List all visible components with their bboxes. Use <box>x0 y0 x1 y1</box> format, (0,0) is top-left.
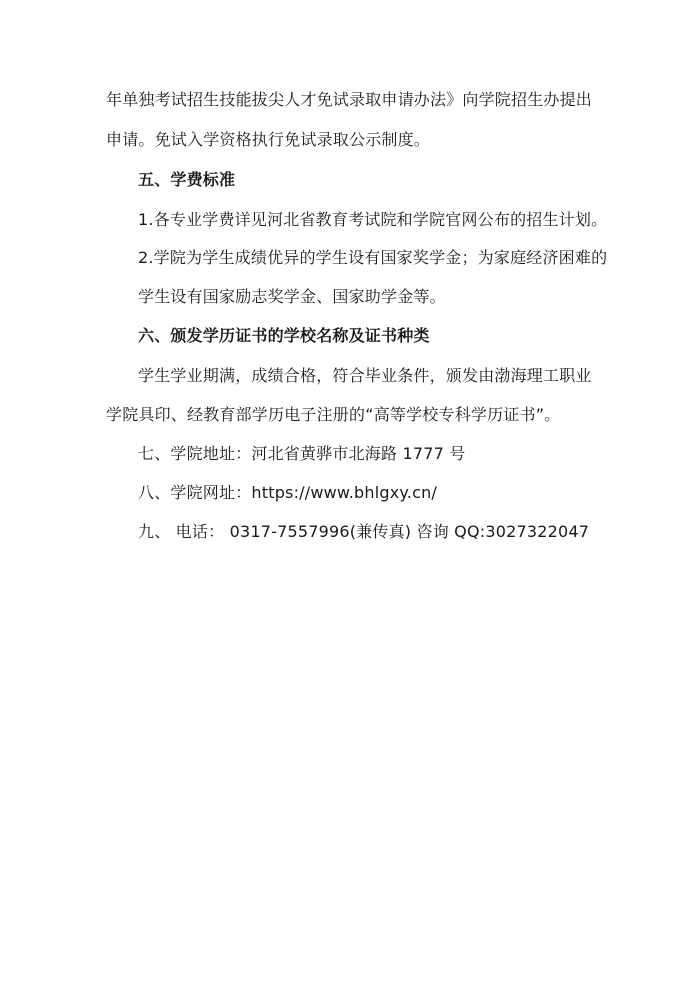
section-6-body-line-2: 学院具印、经教育部学历电子注册的“高等学校专科学历证书”。 <box>106 405 561 424</box>
section-5-item-2-line-2: 学生设有国家励志奖学金、国家助学金等。 <box>138 287 446 306</box>
section-8-website: 八、学院网址：https://www.bhlgxy.cn/ <box>138 483 437 502</box>
section-9-phone: 九、 电话： 0317-7557996(兼传真) 咨询 QQ:3027322047 <box>138 522 590 541</box>
section-6-body-line-1: 学生学业期满，成绩合格，符合毕业条件，颁发由渤海理工职业 <box>138 366 592 385</box>
section-7-address: 七、学院地址：河北省黄骅市北海路 1777 号 <box>138 444 466 463</box>
paragraph-continuation-line-2: 申请。免试入学资格执行免试录取公示制度。 <box>106 130 431 149</box>
section-5-item-1: 1.各专业学费详见河北省教育考试院和学院官网公布的招生计划。 <box>138 210 608 229</box>
section-5-heading: 五、学费标准 <box>138 170 236 189</box>
paragraph-continuation-line-1: 年单独考试招生技能拔尖人才免试录取申请办法》向学院招生办提出 <box>106 90 593 109</box>
section-5-item-2-line-1: 2.学院为学生成绩优异的学生设有国家奖学金；为家庭经济困难的 <box>138 248 608 267</box>
section-6-heading: 六、颁发学历证书的学校名称及证书种类 <box>138 326 430 345</box>
